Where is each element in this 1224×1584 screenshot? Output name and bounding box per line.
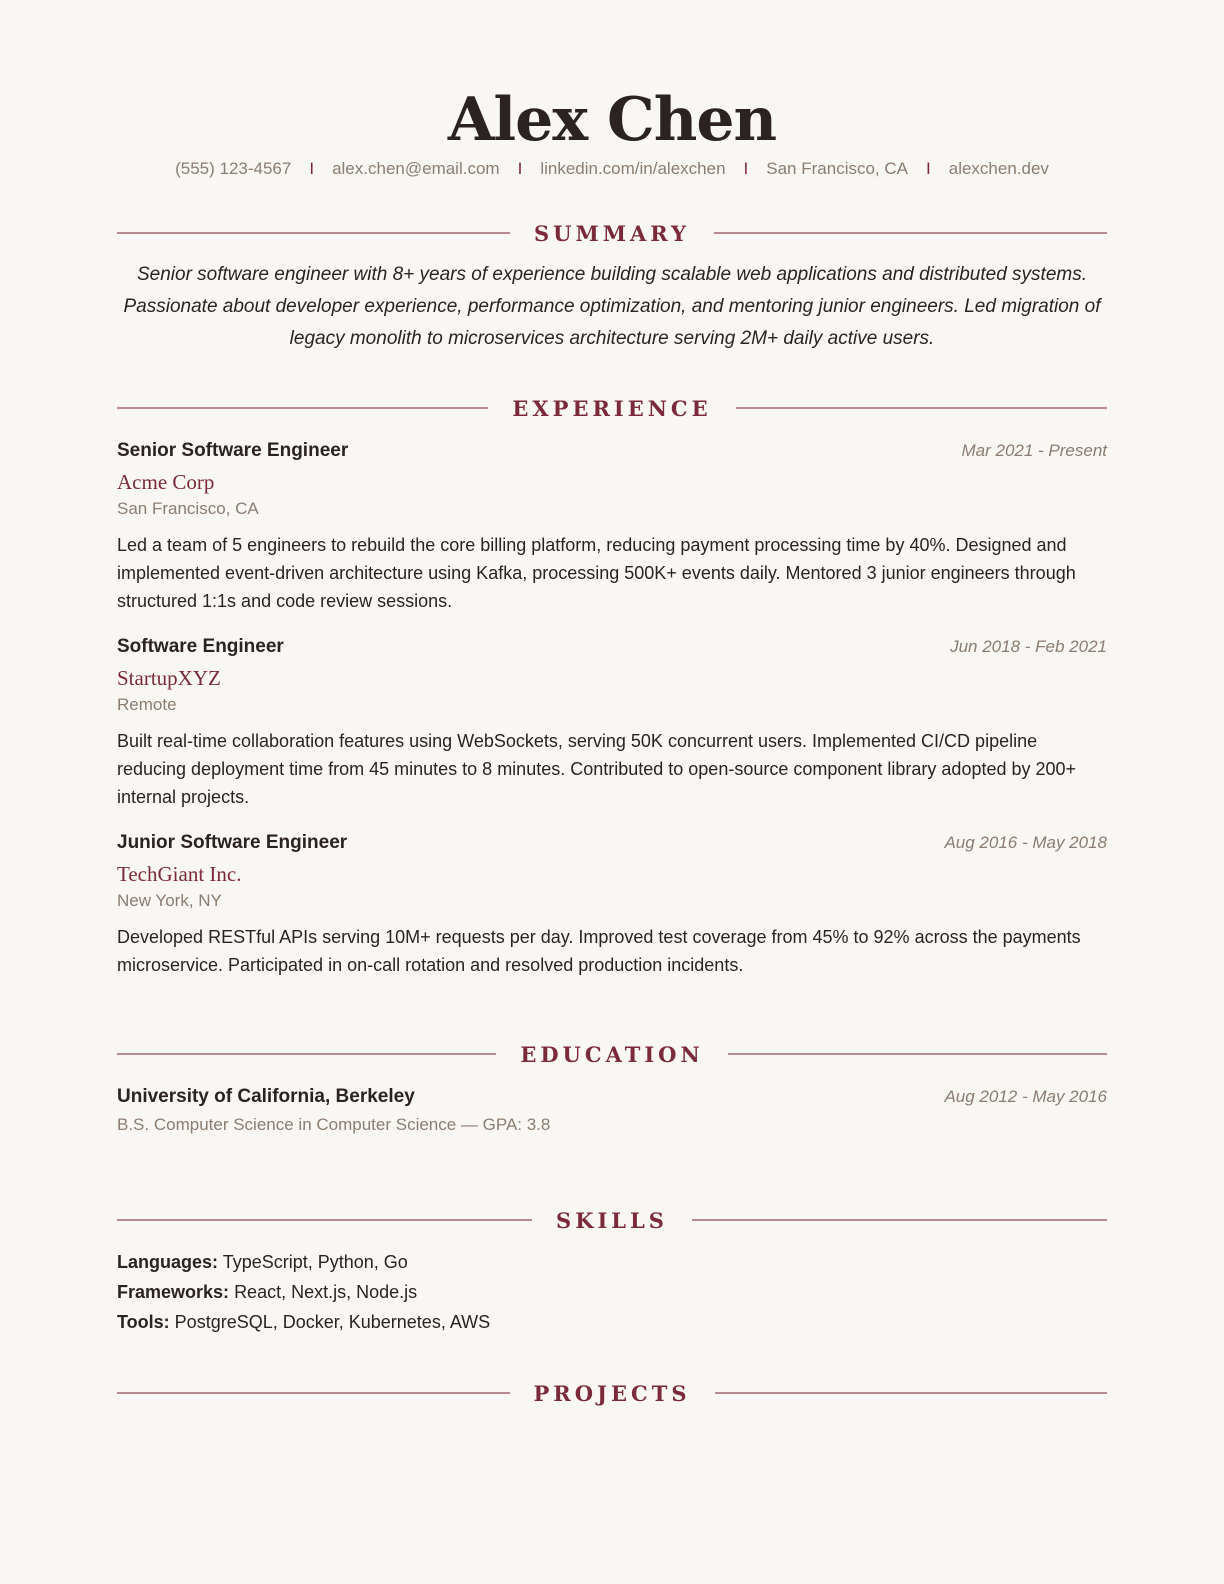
job-dates: Mar 2021 - Present	[961, 441, 1107, 460]
company-name: TechGiant Inc.	[117, 862, 242, 886]
education-dates: Aug 2012 - May 2016	[944, 1087, 1107, 1106]
divider-line	[117, 1053, 496, 1055]
skill-label: Frameworks:	[117, 1282, 230, 1302]
company-name: StartupXYZ	[117, 666, 221, 690]
skill-label: Languages:	[117, 1252, 219, 1272]
job-location: New York, NY	[117, 891, 222, 910]
job-title: Senior Software Engineer	[117, 440, 349, 461]
job-dates: Aug 2016 - May 2018	[944, 833, 1107, 852]
section-header-projects	[117, 1378, 1107, 1408]
divider-line	[117, 407, 488, 409]
section-header-summary	[117, 218, 1107, 248]
job-description: Developed RESTful APIs serving 10M+ requests per day. Improved test coverage from 45% to 92% across the payments microservice. Participated in on-call rotation and resolved production incidents.	[117, 927, 1081, 975]
job-location: Remote	[117, 695, 177, 714]
contact-location: San Francisco, CA	[766, 159, 908, 178]
job-title: Software Engineer	[117, 636, 284, 657]
skill-value: PostgreSQL, Docker, Kubernetes, AWS	[174, 1312, 491, 1332]
divider-line	[117, 1392, 510, 1394]
section-title-projects: PROJECTS	[533, 1380, 691, 1406]
school-name: University of California, Berkeley	[117, 1086, 415, 1107]
section-title-experience: EXPERIENCE	[512, 395, 712, 421]
divider-line	[728, 1053, 1107, 1055]
section-title-education: EDUCATION	[520, 1041, 704, 1067]
contact-line	[117, 158, 1107, 180]
section-header-experience	[117, 393, 1107, 423]
divider-line	[714, 232, 1107, 234]
contact-linkedin[interactable]: linkedin.com/in/alexchen	[540, 159, 726, 178]
degree-text: B.S. Computer Science in Computer Science — GPA: 3.8	[117, 1115, 551, 1134]
education-entry	[117, 1083, 1107, 1138]
contact-separator: I	[517, 159, 523, 178]
contact-website[interactable]: alexchen.dev	[948, 159, 1049, 178]
section-title-summary: SUMMARY	[533, 220, 691, 246]
contact-email[interactable]: alex.chen@email.com	[332, 159, 500, 178]
job-dates: Jun 2018 - Feb 2021	[950, 637, 1107, 656]
divider-line	[736, 407, 1107, 409]
experience-entry	[117, 437, 1107, 615]
skill-value: TypeScript, Python, Go	[222, 1252, 408, 1272]
experience-entry	[117, 633, 1107, 811]
divider-line	[715, 1392, 1108, 1394]
contact-separator: I	[743, 159, 749, 178]
candidate-name: Alex Chen	[447, 85, 777, 155]
skill-label: Tools:	[117, 1312, 170, 1332]
section-header-education	[117, 1039, 1107, 1069]
divider-line	[692, 1219, 1107, 1221]
contact-separator: I	[926, 159, 931, 178]
job-title: Junior Software Engineer	[117, 832, 348, 853]
section-header-skills	[117, 1205, 1107, 1235]
skill-row-tools	[117, 1307, 1107, 1337]
company-name: Acme Corp	[117, 470, 215, 494]
divider-line	[117, 232, 510, 234]
skill-row-languages	[117, 1247, 1107, 1277]
job-description: Led a team of 5 engineers to rebuild the core billing platform, reducing payment processing time by 40%. Designed and implemented event-driven architecture using Kafka, processing 500K+ events daily. Mentored 3 junior engineers through structured 1:1s and code review sessions.	[117, 535, 1076, 611]
skill-value: React, Next.js, Node.js	[234, 1282, 418, 1302]
summary-text: Senior software engineer with 8+ years of experience building scalable web applications and distributed systems. Passionate about developer experience, performance optimization, and mentoring junior engineers. Led migration of legacy monolith to microservices architecture serving 2M+ daily active users.	[123, 264, 1101, 349]
skill-row-frameworks	[117, 1277, 1107, 1307]
contact-phone: (555) 123-4567	[175, 159, 292, 178]
resume-page	[117, 0, 1107, 1408]
section-title-skills: SKILLS	[556, 1207, 668, 1233]
divider-line	[117, 1219, 532, 1221]
contact-separator: I	[309, 159, 315, 178]
experience-entry	[117, 829, 1107, 979]
skills-list	[117, 1247, 1107, 1337]
job-location: San Francisco, CA	[117, 499, 259, 518]
job-description: Built real-time collaboration features using WebSockets, serving 50K concurrent users. Implemented CI/CD pipeline reducing deployment time from 45 minutes to 8 minutes. Contributed to open-source component library adopted by 200+ internal projects.	[117, 731, 1077, 807]
